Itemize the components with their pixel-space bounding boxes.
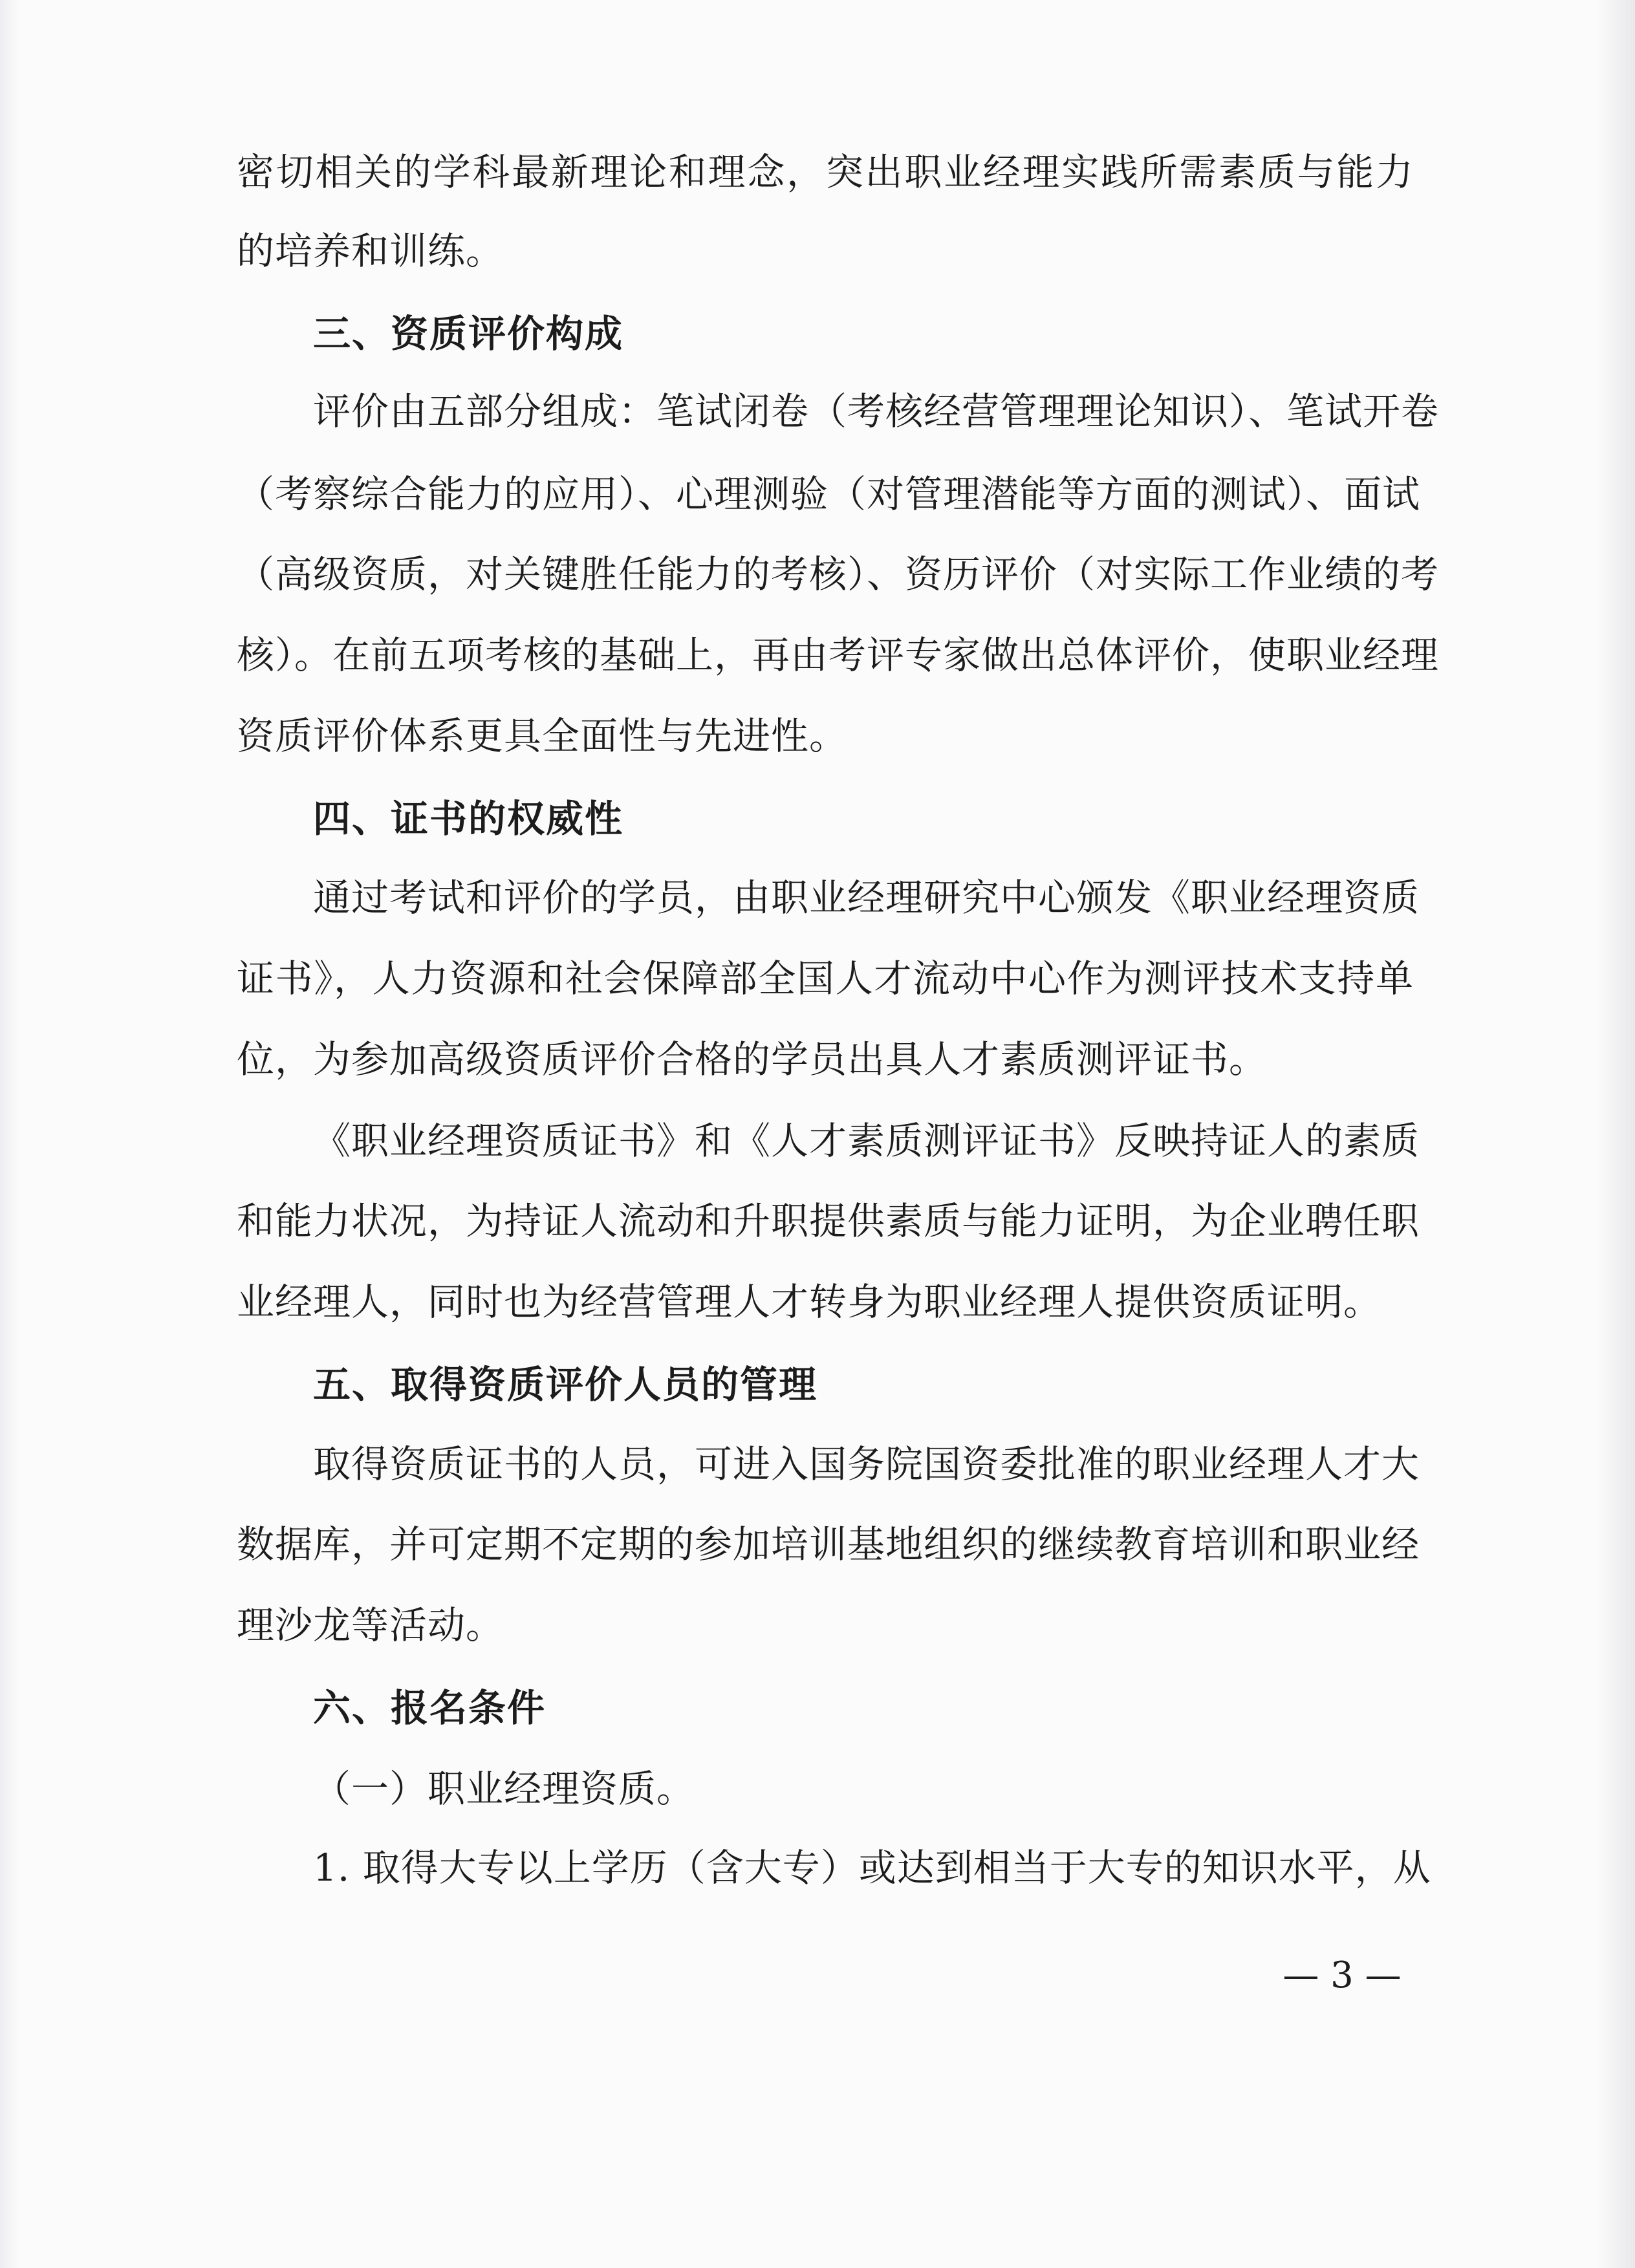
body-line: （高级资质，对关键胜任能力的考核）、资历评价（对实际工作业绩的考 xyxy=(237,552,1440,596)
section-heading-3: 三、资质评价构成 xyxy=(313,312,624,356)
body-line: 密切相关的学科最新理论和理念，突出职业经理实践所需素质与能力 xyxy=(237,150,1414,194)
section-heading-5: 五、取得资质评价人员的管理 xyxy=(313,1363,818,1407)
body-line: 核）。在前五项考核的基础上，再由考评专家做出总体评价，使职业经理 xyxy=(237,633,1440,677)
body-line: 数据库，并可定期不定期的参加培训基地组织的继续教育培训和职业经 xyxy=(237,1522,1420,1566)
scan-edge-left xyxy=(0,0,19,2268)
body-line: 通过考试和评价的学员，由职业经理研究中心颁发《职业经理资质 xyxy=(313,876,1420,920)
body-line: 取得资质证书的人员，可进入国务院国资委批准的职业经理人才大 xyxy=(313,1442,1420,1486)
body-line: 理沙龙等活动。 xyxy=(237,1603,504,1647)
body-line: 位，为参加高级资质评价合格的学员出具人才素质测评证书。 xyxy=(237,1037,1268,1081)
page-number: — 3 — xyxy=(1283,1954,1402,1996)
body-line: 业经理人，同时也为经营管理人才转身为职业经理人提供资质证明。 xyxy=(237,1280,1382,1324)
body-line: 资质评价体系更具全面性与先进性。 xyxy=(237,714,848,758)
body-line: 评价由五部分组成：笔试闭卷（考核经营管理理论知识）、笔试开卷 xyxy=(313,389,1440,433)
section-heading-4: 四、证书的权威性 xyxy=(313,797,624,841)
body-line: 1. 取得大专以上学历（含大专）或达到相当于大专的知识水平，从 xyxy=(313,1846,1431,1890)
body-line: 《职业经理资质证书》和《人才素质测评证书》反映持证人的素质 xyxy=(313,1119,1420,1163)
scan-edge-right xyxy=(1596,0,1635,2268)
body-line: 证书》，人力资源和社会保障部全国人才流动中心作为测评技术支持单 xyxy=(237,956,1414,1000)
subsection-heading: （一）职业经理资质。 xyxy=(313,1767,695,1811)
body-line: 的培养和训练。 xyxy=(237,229,504,273)
body-line: （考察综合能力的应用）、心理测验（对管理潜能等方面的测试）、面试 xyxy=(237,472,1421,516)
section-heading-6: 六、报名条件 xyxy=(313,1686,547,1730)
body-line: 和能力状况，为持证人流动和升职提供素质与能力证明，为企业聘任职 xyxy=(237,1199,1420,1243)
